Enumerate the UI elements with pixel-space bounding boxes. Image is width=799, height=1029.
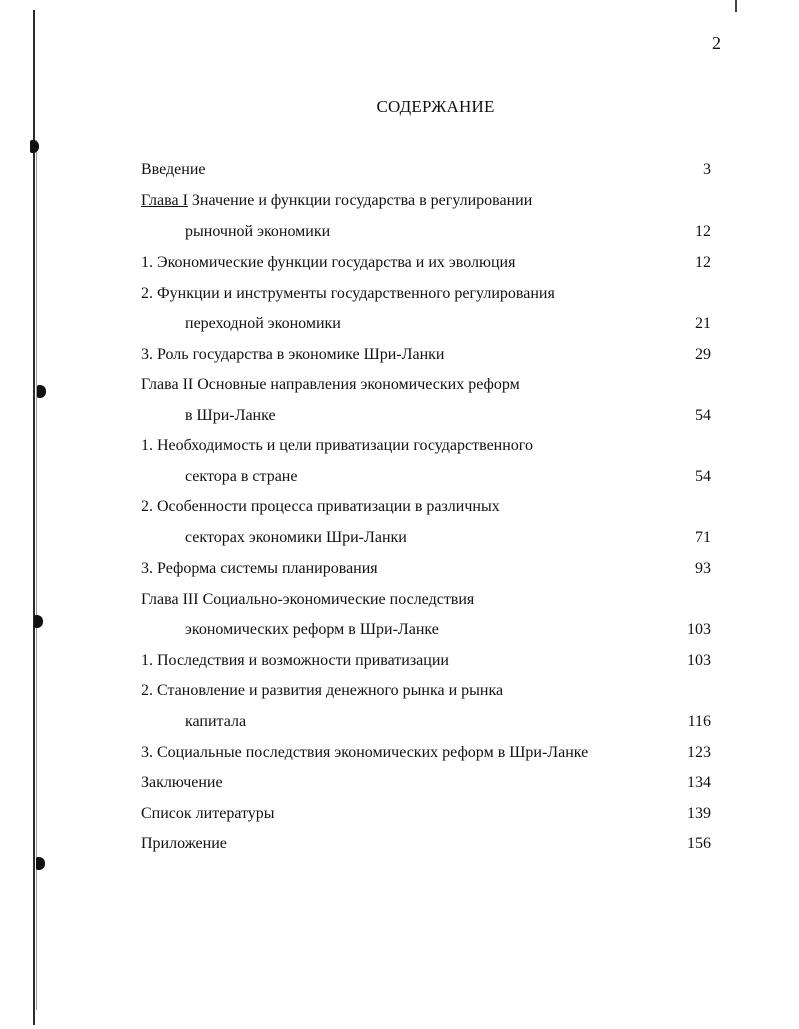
toc-entry [141,283,711,305]
toc-entry [141,190,711,212]
toc-entry-title: переходной экономики [185,315,341,332]
toc-entry-title: 3. Реформа системы планирования [141,560,378,577]
toc-entry-title: 1. Экономические функции государства и их эволюция [141,254,516,271]
toc-entry-title: 3. Социальные последствия экономических реформ в Шри-Ланке [141,744,589,761]
toc-entry-title: 1. Необходимость и цели приватизации государственного [141,437,533,454]
toc-entry-page: 93 [695,560,711,577]
toc-entry-page: 134 [687,774,711,791]
toc-entry-page: 71 [695,529,711,546]
toc-entry [141,742,711,764]
toc-entry-page: 29 [695,346,711,363]
toc-entry [141,558,711,580]
page-number: 2 [712,33,721,53]
toc-entry [141,527,711,549]
toc-entry [141,650,711,672]
toc-entry [141,313,711,335]
toc-entry [141,803,711,825]
toc-entry [141,496,711,518]
toc-entry-title: 2. Становление и развития денежного рынка и рынка [141,682,504,699]
toc-entry-title: рыночной экономики [185,223,331,240]
toc-entry-title: Значение и функции государства в регулировании [187,192,533,209]
toc-entry [141,405,711,427]
toc-entry [141,435,711,457]
toc-chapter-label: Глава I [141,192,188,209]
toc-entry-title: 2. Особенности процесса приватизации в различных [141,498,500,515]
toc-entry [141,344,711,366]
toc-entry-page: 103 [687,652,711,669]
toc-entry-title: капитала [185,713,247,730]
toc-entry-title: секторах экономики Шри-Ланки [185,529,407,546]
toc-entry-page: 103 [687,621,711,638]
toc-entry-page: 156 [687,835,711,852]
toc-entry-page: 54 [695,468,711,485]
toc-entry-title: Заключение [141,774,223,791]
toc-entry-title: 1. Последствия и возможности приватизации [141,652,449,669]
toc-entry-page: 54 [695,407,711,424]
toc-entry [141,680,711,702]
toc-entry-page: 116 [687,713,711,730]
toc-entry-title: 2. Функции и инструменты государственного регулирования [141,285,555,302]
toc-entry [141,772,711,794]
toc-entry-title: Приложение [141,835,227,852]
toc-entry-title: Глава III Социально-экономические последствия [141,591,475,608]
toc-entry-page: 3 [703,161,711,178]
toc-entry-page: 21 [695,315,711,332]
toc-entry-page: 123 [687,744,711,761]
toc-entry [141,252,711,274]
toc-entry [141,619,711,641]
toc-entry-title: Введение [141,161,206,178]
toc-entry-title: сектора в стране [185,468,298,485]
toc-entry [141,711,711,733]
toc-entry [141,374,711,396]
toc-entry [141,159,711,181]
toc-entry [141,466,711,488]
toc-entry-title: 3. Роль государства в экономике Шри-Ланки [141,346,445,363]
toc-entry-title: Глава II Основные направления экономических реформ [141,376,520,393]
toc-entry-page: 12 [695,254,711,271]
toc-entry-title: в Шри-Ланке [185,407,276,424]
toc-entry [141,221,711,243]
toc-entry-title: Список литературы [141,805,275,822]
toc-entry-page: 139 [687,805,711,822]
toc-entry-page: 12 [695,223,711,240]
toc-entry [141,589,711,611]
page-title-text: СОДЕРЖАНИЕ [376,97,495,116]
toc-entry [141,833,711,855]
toc-entry-title: экономических реформ в Шри-Ланке [185,621,439,638]
